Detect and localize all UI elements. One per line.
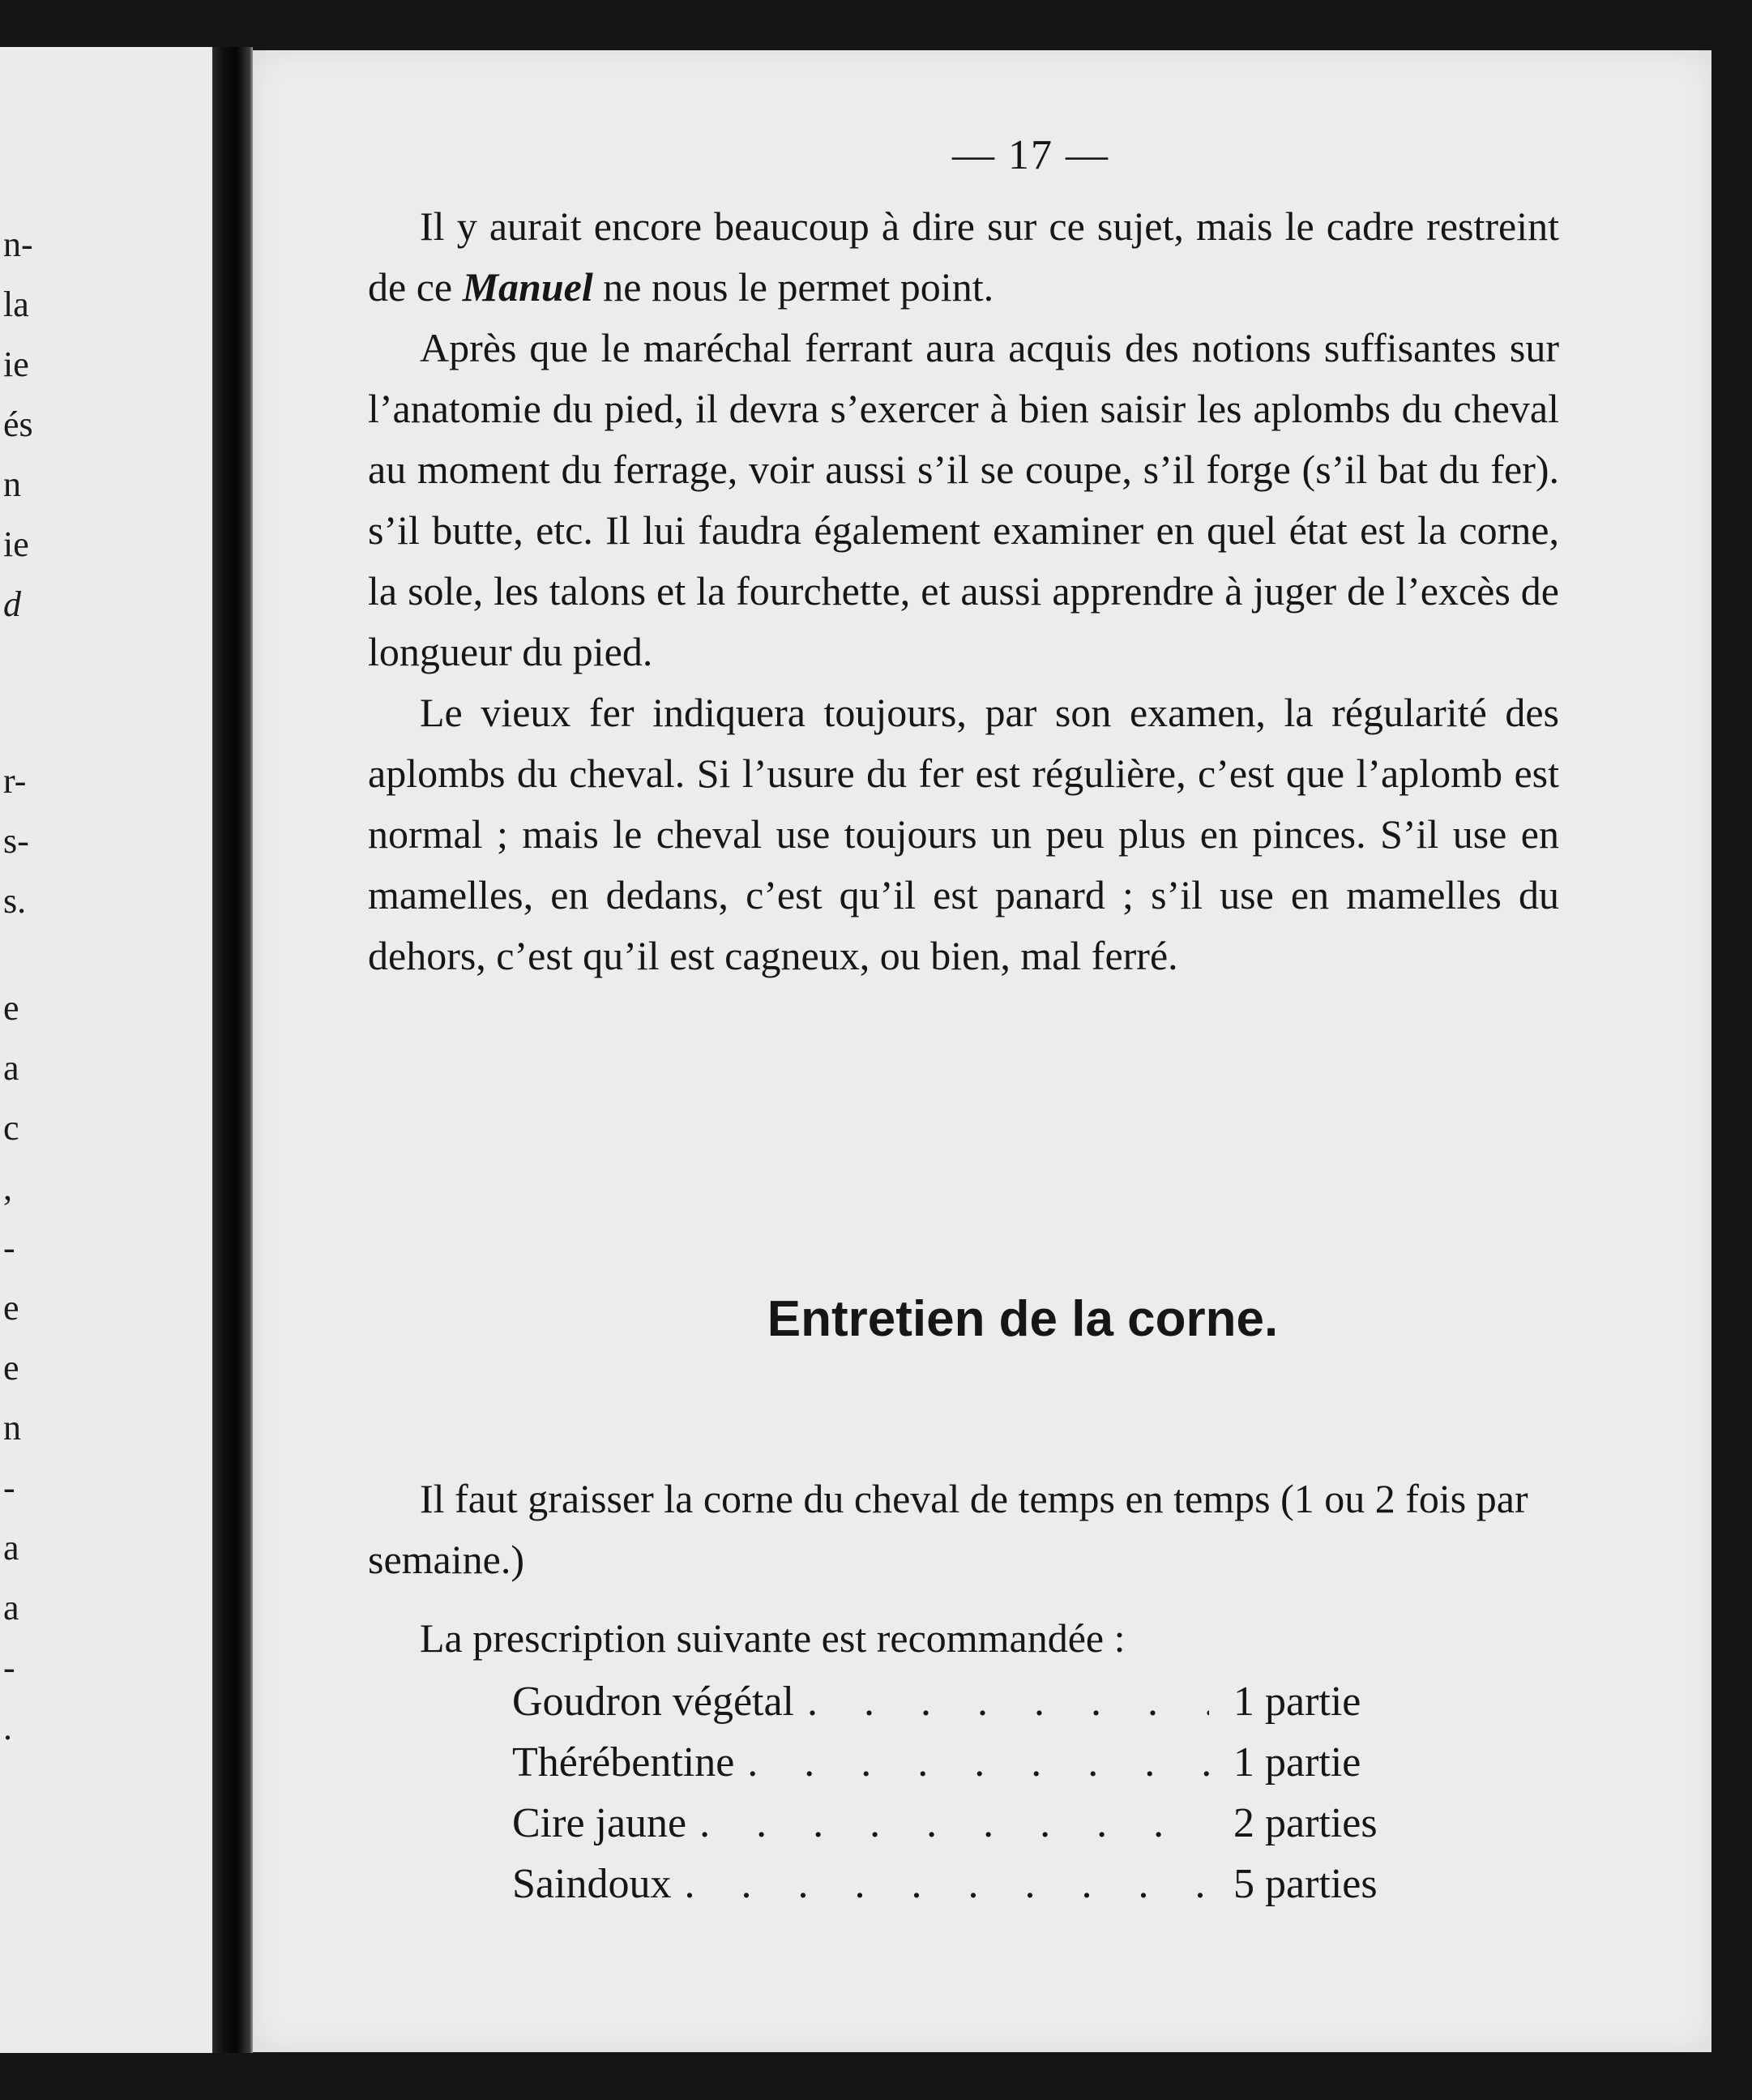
dot-leader	[734, 1732, 1209, 1793]
fragment: és	[3, 404, 33, 444]
fragment: a	[3, 1588, 19, 1627]
fragment: ,	[3, 1168, 12, 1208]
fragment: r-	[3, 761, 27, 801]
fragment: -	[3, 1228, 15, 1268]
paragraph-1-after: ne nous le permet point.	[592, 264, 994, 310]
recipe-quantity: 5 parties	[1233, 1861, 1378, 1907]
section-paragraph-1: Il faut graisser la corne du cheval de temps en temps (1 ou 2 fois par semaine.)	[368, 1476, 1528, 1582]
paragraph-1-emphasis: Manuel	[462, 264, 593, 310]
dot-leader	[794, 1671, 1209, 1732]
section-body	[368, 1469, 1559, 1669]
fragment: s.	[3, 881, 27, 921]
fragment: n-	[3, 225, 33, 264]
recipe-ingredient: Cire jaune	[512, 1800, 687, 1846]
recipe-row	[512, 1671, 1436, 1732]
fragment: n	[3, 1408, 21, 1448]
fragment: s-	[3, 821, 29, 861]
fragment: e	[3, 1288, 19, 1328]
page-number: — 17 —	[952, 132, 1109, 178]
fragment: ie	[3, 524, 29, 564]
previous-page-fragments	[0, 47, 49, 2053]
fragment: la	[3, 284, 29, 324]
section-paragraph-2: La prescription suivante est recommandée :	[420, 1615, 1126, 1661]
fragment: .	[3, 1708, 12, 1747]
fragment: d	[3, 584, 21, 624]
book-binding-gutter	[212, 47, 253, 2053]
fragment: ie	[3, 344, 29, 384]
previous-page-edge	[0, 47, 212, 2053]
fragment: n	[3, 464, 21, 504]
body-text	[368, 196, 1559, 986]
recipe-quantity: 2 parties	[1233, 1800, 1378, 1846]
paragraph-3: Le vieux fer indiquera toujours, par son examen, la régularité des aplombs du cheval. Si l’usure du fer est régulière, c’est que l’aplomb est normal ; mais le cheval use toujours un peu plus en pinces. S’il use en mamelles, en dedans, c’est qu’il est panard ; s’il use en mamelles du dehors, c’est qu’il est cagneux, ou bien, mal ferré.	[368, 690, 1559, 978]
fragment: -	[3, 1648, 15, 1687]
recipe-quantity: 1 partie	[1233, 1739, 1361, 1786]
recipe-quantity: 1 partie	[1233, 1679, 1361, 1725]
book-page	[253, 50, 1711, 2052]
recipe-ingredient: Thérébentine	[512, 1739, 735, 1786]
dot-leader	[686, 1793, 1209, 1854]
paragraph-1	[368, 196, 1559, 318]
fragment: a	[3, 1528, 19, 1568]
fragment: -	[3, 1468, 15, 1508]
recipe-row	[512, 1854, 1436, 1914]
recipe-row	[512, 1732, 1436, 1793]
paragraph-1-before: Il y aurait encore beaucoup à dire sur ce sujet, mais le cadre restreint de ce	[368, 203, 1559, 310]
fragment: e	[3, 988, 19, 1028]
paragraph-2: Après que le maréchal ferrant aura acquis des notions suffisantes sur l’anatomie du pied, il devra s’exercer à bien saisir les aplombs du cheval au moment du ferrage, voir aussi s’il se coupe, s’il forge (s’il bat du fer). s’il butte, etc. Il lui faudra également examiner en quel état est la corne, la sole, les talons et la fourchette, et aussi apprendre à juger de l’excès de longueur du pied.	[368, 325, 1559, 674]
recipe-ingredient: Goudron végétal	[512, 1679, 795, 1725]
section-title: Entretien de la corne.	[767, 1291, 1279, 1347]
recipe-list	[512, 1671, 1436, 1914]
fragment: a	[3, 1048, 19, 1088]
recipe-ingredient: Saindoux	[512, 1861, 672, 1907]
fragment: c	[3, 1108, 19, 1148]
fragment: e	[3, 1348, 19, 1388]
dot-leader	[671, 1854, 1209, 1914]
recipe-row	[512, 1793, 1436, 1854]
